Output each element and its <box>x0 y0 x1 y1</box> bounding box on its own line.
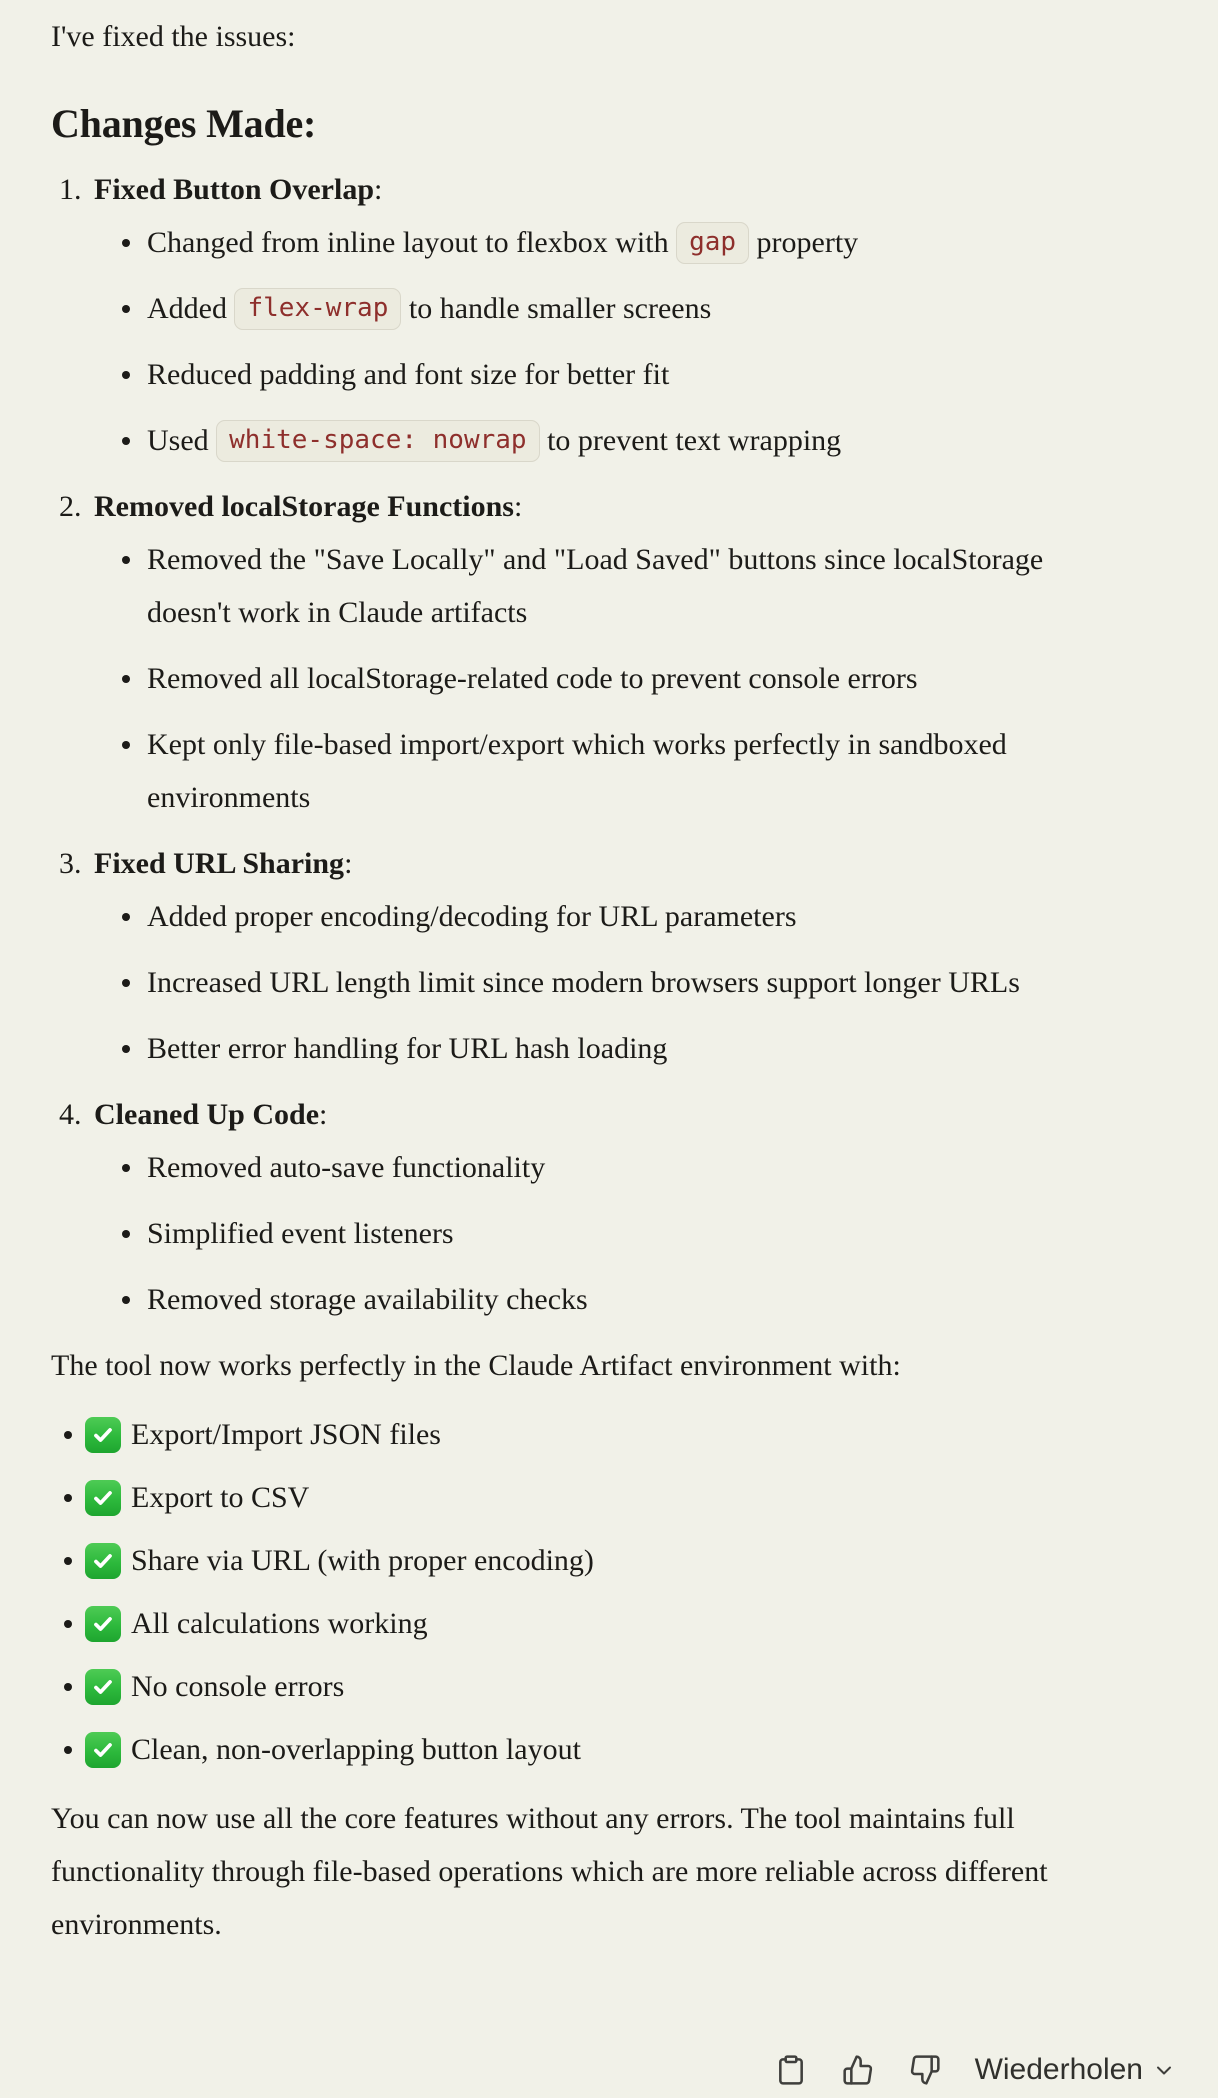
bullet-item <box>51 533 1048 639</box>
check-mark-emoji-icon <box>85 1543 121 1579</box>
text-segment: to handle smaller screens <box>401 292 712 325</box>
section-fixed-url-sharing <box>51 837 1048 1075</box>
checklist-item <box>51 1723 1048 1776</box>
bullet-item <box>51 1207 1048 1260</box>
checklist-item-label: Export to CSV <box>131 1481 310 1514</box>
changes-made-heading: Changes Made: <box>51 101 317 146</box>
section-number: 1. <box>59 173 82 206</box>
checklist-item <box>51 1471 1048 1524</box>
checklist-item <box>51 1597 1048 1650</box>
bullet-item <box>51 348 1048 401</box>
bullet-item <box>51 414 1048 467</box>
section-fixed-button-overlap <box>51 163 1048 467</box>
section-number: 3. <box>59 847 82 880</box>
bullet-item <box>51 890 1048 943</box>
section-bullet-list <box>51 216 1048 467</box>
inline-code-chip: flex-wrap <box>234 288 401 330</box>
thumbs-down-icon <box>909 2054 941 2086</box>
thumbs-up-icon <box>842 2054 874 2086</box>
inline-code-chip: gap <box>676 222 749 264</box>
check-mark-emoji-icon <box>85 1606 121 1642</box>
section-bullet-list <box>51 1141 1048 1326</box>
section-removed-localstorage <box>51 480 1048 824</box>
section-number: 2. <box>59 490 82 523</box>
checklist-item <box>51 1408 1048 1461</box>
text-segment: Kept only file-based import/export which works perfectly in sandboxed environments <box>147 728 1007 814</box>
bullet-item <box>51 652 1048 705</box>
feature-checklist <box>51 1408 1048 1776</box>
text-segment: property <box>749 226 859 259</box>
text-segment: Removed auto-save functionality <box>147 1151 546 1184</box>
middle-paragraph: The tool now works perfectly in the Claude Artifact environment with: <box>51 1349 901 1382</box>
retry-button[interactable] <box>975 2053 1176 2087</box>
checklist-item-label: All calculations working <box>131 1607 428 1640</box>
check-mark-emoji-icon <box>85 1669 121 1705</box>
bullet-item <box>51 956 1048 1009</box>
section-cleaned-up-code <box>51 1088 1048 1326</box>
text-segment: Reduced padding and font size for better fit <box>147 358 670 391</box>
section-title: Fixed URL Sharing <box>94 847 345 880</box>
text-segment: Added proper encoding/decoding for URL parameters <box>147 900 797 933</box>
section-title: Cleaned Up Code <box>94 1098 320 1131</box>
chevron-down-icon <box>1152 2058 1176 2082</box>
check-mark-emoji-icon <box>85 1480 121 1516</box>
text-segment: Used <box>147 424 217 457</box>
checklist-item <box>51 1660 1048 1713</box>
retry-button-label: Wiederholen <box>974 2053 1143 2086</box>
text-segment: Removed the "Save Locally" and "Load Saved" buttons since localStorage doesn't work in Claude artifacts <box>147 543 1044 629</box>
checklist-item-label: Share via URL (with proper encoding) <box>131 1544 594 1577</box>
checklist-item <box>51 1534 1048 1587</box>
section-title-row <box>51 163 1048 216</box>
bullet-item <box>51 1273 1048 1326</box>
bullet-item <box>51 216 1048 269</box>
closing-paragraph: You can now use all the core features without any errors. The tool maintains full functionality through file-based operations which are more reliable across different environments. <box>51 1802 1048 1941</box>
section-title-row <box>51 837 1048 890</box>
section-number: 4. <box>59 1098 82 1131</box>
bullet-item <box>51 282 1048 335</box>
section-title: Fixed Button Overlap <box>94 173 375 206</box>
bullet-item <box>51 1141 1048 1194</box>
bullet-item <box>51 1022 1048 1075</box>
text-segment: Added <box>147 292 235 325</box>
text-segment: Removed storage availability checks <box>147 1283 588 1316</box>
section-title-row <box>51 1088 1048 1141</box>
thumbs-up-button[interactable] <box>841 2050 875 2090</box>
bullet-item <box>51 718 1048 824</box>
section-bullet-list <box>51 533 1048 824</box>
changes-ordered-list <box>51 163 1048 1326</box>
text-segment: Better error handling for URL hash loading <box>147 1032 668 1065</box>
checklist-item-label: Export/Import JSON files <box>131 1418 441 1451</box>
text-segment: Simplified event listeners <box>147 1217 454 1250</box>
checklist-item-label: No console errors <box>131 1670 345 1703</box>
clipboard-icon <box>775 2054 807 2086</box>
section-colon: : <box>374 173 383 206</box>
section-colon: : <box>319 1098 328 1131</box>
text-segment: Changed from inline layout to flexbox with <box>147 226 677 259</box>
text-segment: to prevent text wrapping <box>539 424 842 457</box>
intro-paragraph: I've fixed the issues: <box>51 20 296 53</box>
section-title-row <box>51 480 1048 533</box>
checklist-item-label: Clean, non-overlapping button layout <box>131 1733 581 1766</box>
text-segment: Increased URL length limit since modern browsers support longer URLs <box>147 966 1020 999</box>
check-mark-emoji-icon <box>85 1417 121 1453</box>
section-title: Removed localStorage Functions <box>94 490 514 523</box>
inline-code-chip: white-space: nowrap <box>216 420 539 462</box>
thumbs-down-button[interactable] <box>908 2050 942 2090</box>
text-segment: Removed all localStorage-related code to prevent console errors <box>147 662 918 695</box>
section-colon: : <box>513 490 523 523</box>
message-actions-toolbar <box>774 2050 1176 2090</box>
check-mark-emoji-icon <box>85 1732 121 1768</box>
copy-button[interactable] <box>774 2050 808 2090</box>
section-bullet-list <box>51 890 1048 1075</box>
section-colon: : <box>344 847 353 880</box>
